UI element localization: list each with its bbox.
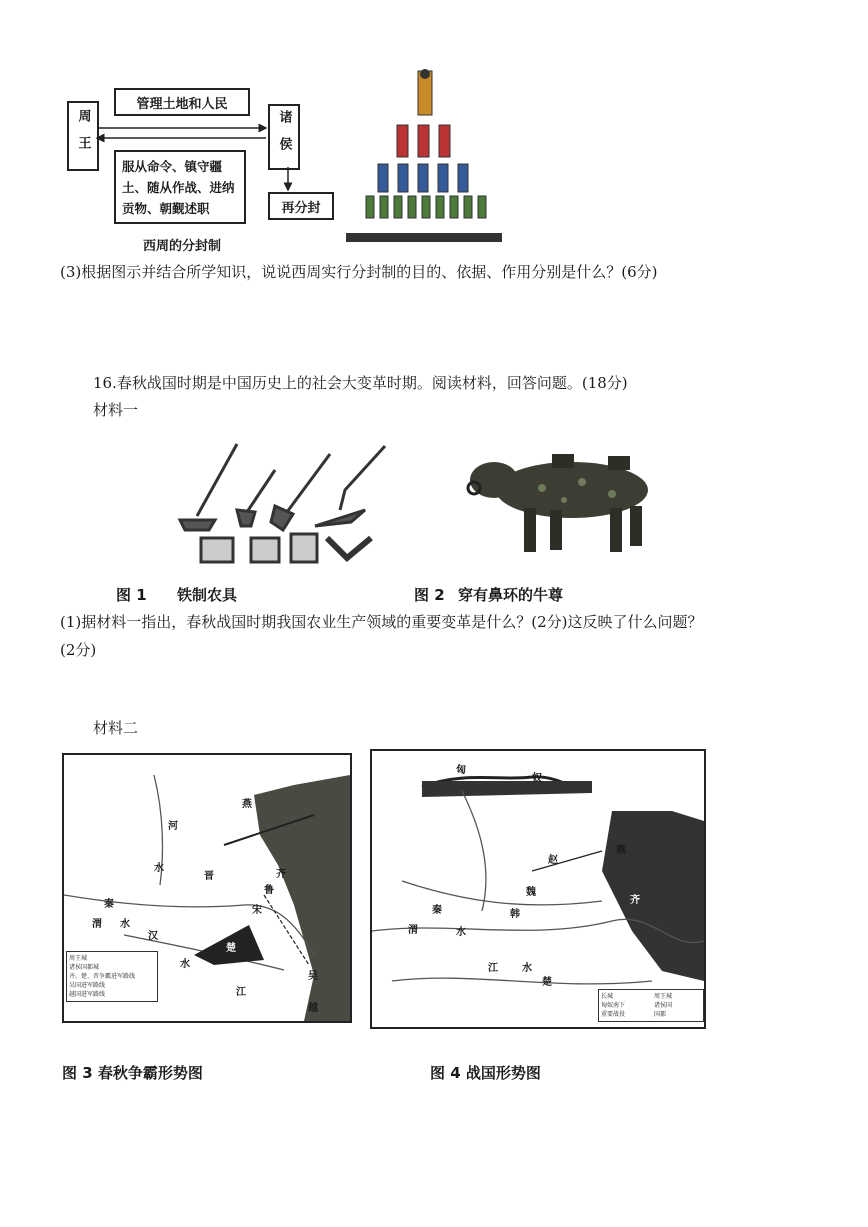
diagram-caption: 西周的分封制 — [143, 239, 222, 254]
map3-legend — [66, 951, 158, 1002]
map3-legend-item: 吴国进军路线 — [69, 982, 106, 989]
map3-label-chu: 楚 — [226, 943, 236, 954]
map4-label-qi: 齐 — [630, 895, 640, 906]
map4-legend-item: 长城 — [601, 993, 614, 1000]
figure-2-number: 图 2 — [414, 586, 445, 604]
map4-label-yan: 燕 — [616, 845, 626, 856]
question-16-intro: 16.春秋战国时期是中国历史上的社会大变革时期。阅读材料，回答问题。(18分) — [93, 374, 628, 392]
ox-zun-illustration — [462, 430, 672, 560]
map3-label-he: 河 — [168, 821, 178, 832]
duties-box: 服从命令、镇守疆土、随从作战、进纳贡物、朝觐述职 — [114, 150, 246, 224]
map4-label-han: 韩 — [510, 909, 520, 920]
warring-states-map-terrain — [372, 751, 704, 1027]
map4-legend-item: 国都 — [654, 1011, 667, 1018]
map3-label-shui3: 水 — [180, 959, 190, 970]
map4-legend-item: 重要战役 — [601, 1011, 626, 1018]
figure-2-title: 穿有鼻环的牛尊 — [458, 586, 564, 604]
figure-4-caption: 图 4 战国形势图 — [430, 1064, 541, 1082]
map3-label-yan: 燕 — [242, 799, 252, 810]
map4-label-xiong: 匈 — [456, 765, 466, 776]
figure-1-number: 图 1 — [116, 586, 147, 604]
sub-question-1-line2: (2分) — [60, 641, 97, 659]
map3-label-shui2: 水 — [120, 919, 130, 930]
map3-label-jiang: 江 — [236, 987, 246, 998]
map3-label-yue: 越 — [308, 1003, 318, 1014]
warring-states-map — [370, 749, 706, 1029]
map3-label-wu: 吴 — [308, 971, 318, 982]
zhou-king-box: 周王 — [67, 101, 99, 171]
map3-label-qi: 齐 — [276, 869, 286, 880]
question-3: (3)根据图示并结合所学知识，说说西周实行分封制的目的、依据、作用分别是什么？(6分) — [60, 263, 658, 281]
map3-label-qin: 秦 — [104, 899, 114, 910]
map3-legend-item: 诸侯国都城 — [69, 964, 100, 971]
map4-label-wei-river: 渭 — [408, 925, 418, 936]
map3-label-lu: 鲁 — [264, 885, 274, 896]
figure-1-title: 铁制农具 — [177, 586, 238, 604]
map3-legend-item: 齐、楚、晋争霸进军路线 — [69, 973, 136, 980]
lords-box: 诸侯 — [268, 104, 300, 170]
map4-label-chu: 楚 — [542, 977, 552, 988]
map4-legend — [598, 989, 704, 1022]
map4-label-jiang: 江 — [488, 963, 498, 974]
material-2-label: 材料二 — [93, 719, 139, 737]
map4-legend-item: 周王城 — [654, 993, 673, 1000]
map3-label-wei: 渭 — [92, 919, 102, 930]
social-pyramid-illustration — [340, 68, 510, 250]
material-1-label: 材料一 — [93, 401, 139, 419]
map3-label-shui1: 水 — [154, 863, 164, 874]
map4-label-wei: 魏 — [526, 887, 536, 898]
manage-land-box: 管理土地和人民 — [114, 88, 250, 116]
map4-label-shui1: 水 — [456, 927, 466, 938]
spring-autumn-map — [62, 753, 352, 1023]
map4-label-qin: 秦 — [432, 905, 442, 916]
map3-label-han: 汉 — [148, 931, 158, 942]
figure-3-caption: 图 3 春秋争霸形势图 — [62, 1064, 203, 1082]
iron-tools-illustration — [175, 440, 395, 570]
refeoff-box: 再分封 — [268, 192, 334, 220]
map3-legend-item: 越国进军路线 — [69, 991, 106, 998]
map4-label-zhao: 赵 — [548, 855, 558, 866]
map3-label-song: 宋 — [252, 905, 262, 916]
map4-legend-item: 诸侯国 — [654, 1002, 673, 1009]
map3-label-jin: 晋 — [204, 871, 214, 882]
diagram-arrows — [60, 80, 360, 240]
sub-question-1-line1: (1)据材料一指出，春秋战国时期我国农业生产领域的重要变革是什么？(2分)这反映了什么问题？ — [60, 613, 703, 631]
map4-legend-item: 匈奴南下 — [601, 1002, 626, 1009]
map3-legend-item: 周王城 — [69, 955, 88, 962]
map4-label-nu: 奴 — [532, 773, 542, 784]
map4-label-shui2: 水 — [522, 963, 532, 974]
